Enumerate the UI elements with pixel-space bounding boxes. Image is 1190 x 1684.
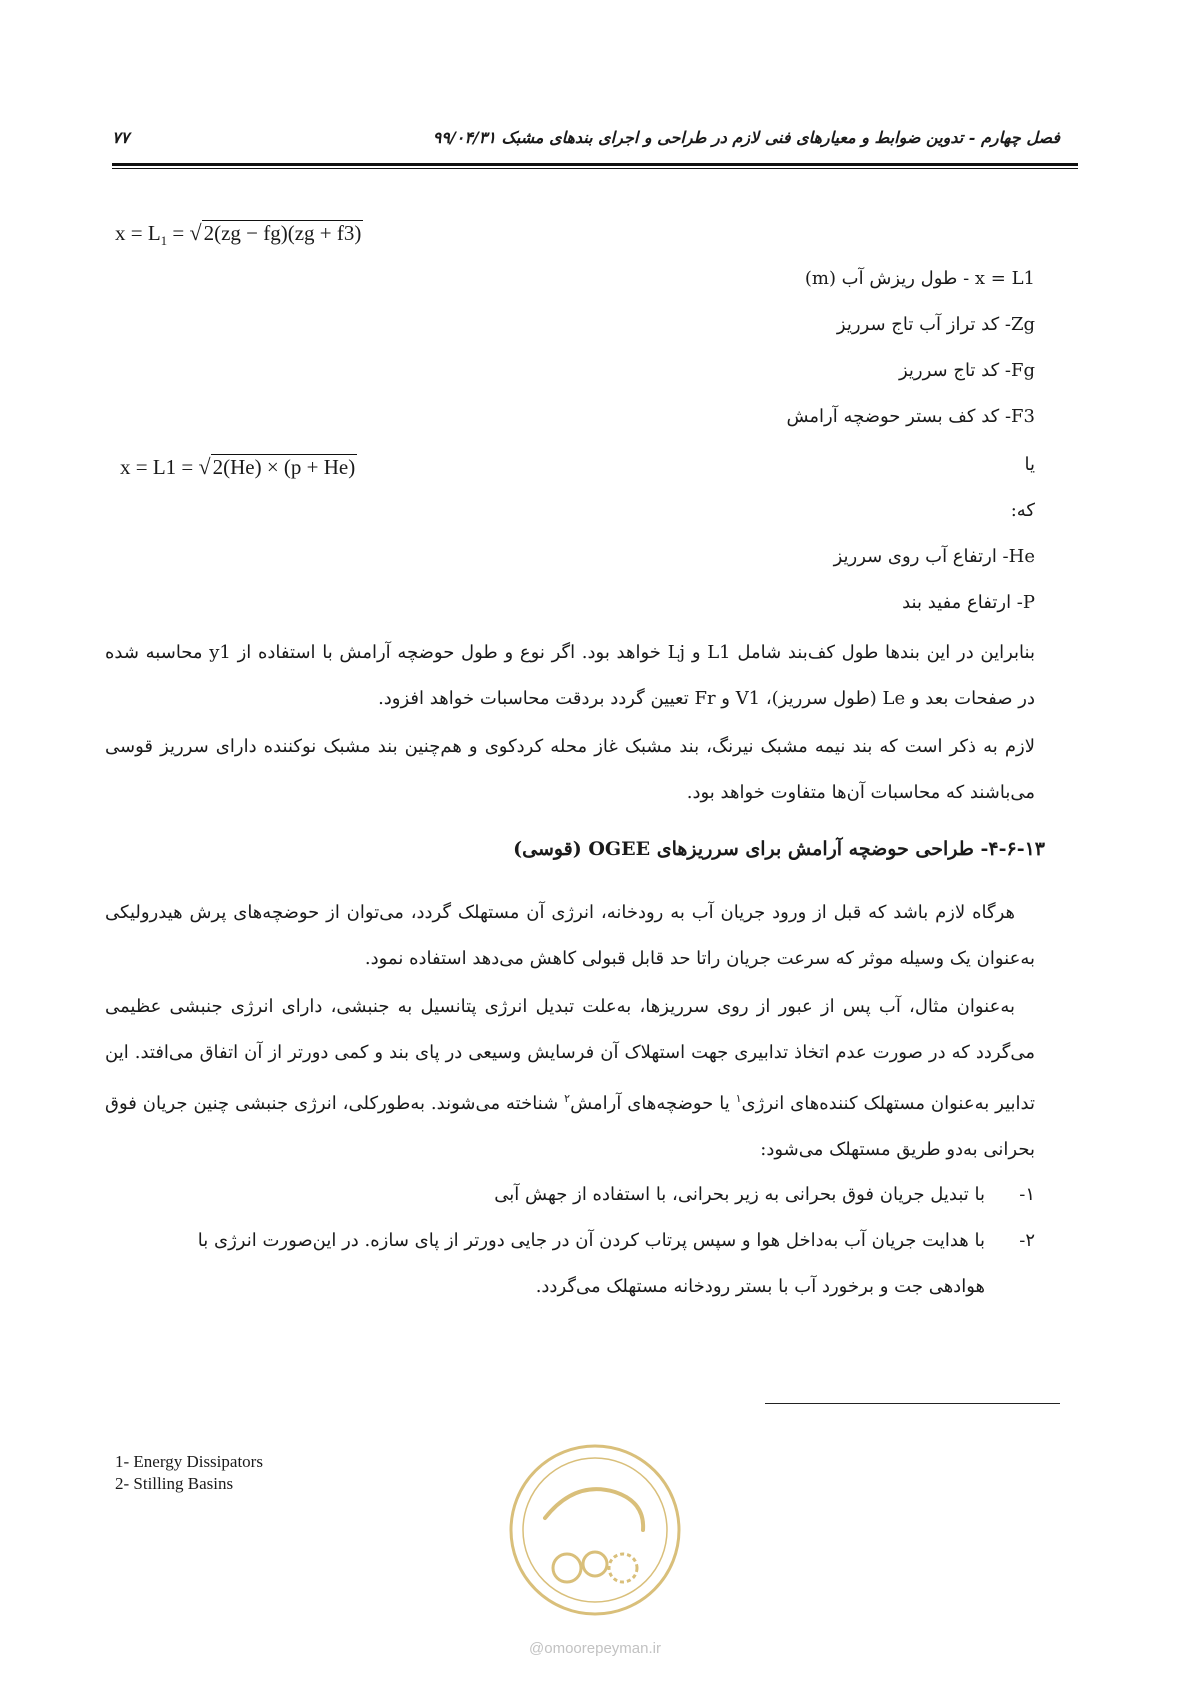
paragraph-text: یا حوضچه‌های آرامش	[570, 1093, 736, 1114]
equation-equals: =	[167, 221, 190, 245]
definition-p: P- ارتفاع مفید بند	[902, 592, 1035, 613]
header-rule-thick	[112, 163, 1078, 166]
paragraph-apron-length: بنابراین در این بندها طول کف‌بند شامل L1 و Lj خواهد بود. اگر نوع و طول حوضچه آرامش با استفاده از y1 محاسبه شده در صفحات بعد و Le (طول سرریز)، V1 و Fr تعیین گردد بردقت محاسبات خواهد افزود.	[105, 642, 1035, 709]
paragraph-arched-spillways: لازم به ذکر است که بند نیمه مشبک نیرنگ، بند مشبک غاز محله کردکوی و هم‌چنین بند مشبک نوکننده دارای سرریز قوسی می‌باشند که محاسبات آن‌ها متفاوت خواهد بود.	[105, 736, 1035, 803]
definition-fg: Fg- کد تاج سرریز	[898, 360, 1035, 381]
where-label: که:	[1010, 500, 1035, 521]
list-number: ۱-	[1019, 1184, 1035, 1205]
watermark-logo	[505, 1440, 685, 1620]
list-item-text: با هدایت جریان آب به‌داخل هوا و سپس پرتاب کردن آن در جایی دورتر از پای سازه. در این‌صورت انرژی با	[197, 1230, 985, 1251]
list-item	[185, 1172, 1035, 1218]
equation-radicand: 2(He) × (p + He)	[212, 455, 356, 479]
footnote-ref: ۱	[735, 1092, 742, 1105]
footnote-2: 2- Stilling Basins	[115, 1474, 234, 1493]
footnote-separator	[765, 1403, 1060, 1404]
footnote-ref: ۲	[564, 1092, 571, 1105]
list-number: ۲-	[1019, 1230, 1035, 1251]
list-item-text: با تبدیل جریان فوق بحرانی به زیر بحرانی، با استفاده از جهش آبی	[494, 1184, 985, 1205]
paragraph-text: شناخته می‌شوند. به‌طورکلی، انرژی جنبشی چنین جریان فوق بحرانی به‌دو طریق مستهلک می‌شود:	[105, 1093, 1035, 1160]
equation-drop-length-alt	[120, 454, 357, 480]
paragraph-hydraulic-jump: هرگاه لازم باشد که قبل از ورود جریان آب به رودخانه، انرژی آن مستهلک گردد، می‌توان از حوضچه‌های پرش هیدرولیکی به‌عنوان یک وسیله موثر که سرعت جریان راتا حد قابل قبولی کاهش می‌دهد استفاده نمود.	[105, 902, 1035, 969]
paragraph-energy-dissipation	[105, 984, 1035, 1173]
equation-radicand: 2(zg − fg)(zg + f3)	[203, 221, 362, 245]
equation-lhs: x = L1 =	[120, 455, 199, 479]
gear-icon	[609, 1554, 637, 1582]
watermark-outer-ring	[511, 1446, 679, 1614]
definition-zg: Zg- کد تراز آب تاج سرریز	[836, 314, 1035, 335]
paragraph-text: به‌عنوان مثال، آب پس از عبور از روی سرریزها، به‌علت تبدیل انرژی پتانسیل به جنبشی، دارای انرژی جنبشی عظیمی می‌گردد که در صورت عدم اتخاذ تدابیری جهت استهلاک آن فرسایش وسیعی در پای بند و کمی دورتر از آن اتفاق می‌افتد. این تدابیر به‌عنوان مستهلک کننده‌های انرژی	[105, 996, 1035, 1114]
or-label: یا	[1024, 454, 1035, 475]
sqrt-icon: √	[189, 220, 202, 245]
scales-icon	[553, 1554, 581, 1582]
equation-drop-length	[115, 220, 363, 249]
list-item	[185, 1218, 1035, 1264]
section-heading: ۴-۶-۱۳- طراحی حوضچه آرامش برای سرریزهای OGEE (قوسی)	[513, 838, 1045, 860]
person-icon	[583, 1552, 607, 1576]
definition-he: He- ارتفاع آب روی سرریز	[833, 546, 1035, 567]
footnote-1: 1- Energy Dissipators	[115, 1452, 263, 1471]
page-number: ۷۷	[112, 128, 130, 147]
watermark-inner-ring	[523, 1458, 667, 1602]
list-item-continuation: هوادهی جت و برخورد آب با بستر رودخانه مستهلک می‌گردد.	[535, 1276, 985, 1297]
sqrt-icon: √	[198, 454, 211, 479]
watermark-script-mark	[545, 1489, 643, 1530]
definition-x: x = L1 - طول ریزش آب (m)	[804, 268, 1035, 289]
equation-lhs: x = L	[115, 221, 161, 245]
definition-f3: F3- کد کف بستر حوضچه آرامش	[786, 406, 1035, 427]
header-rule-thin	[112, 168, 1078, 169]
equation-subscript: 1	[160, 233, 168, 249]
page-header-title: فصل چهارم - تدوین ضوابط و معیارهای فنی لازم در طراحی و اجرای بندهای مشبک ۹۹/۰۴/۳۱	[432, 128, 1060, 147]
watermark-url: @omoorepeyman.ir	[529, 1640, 661, 1657]
